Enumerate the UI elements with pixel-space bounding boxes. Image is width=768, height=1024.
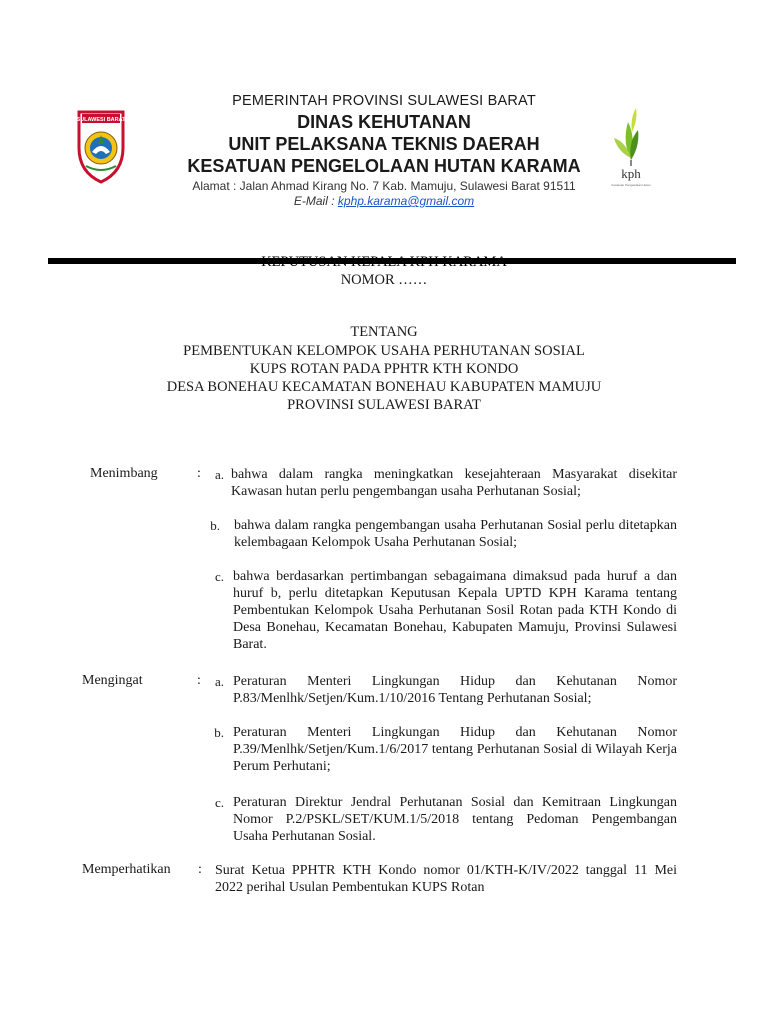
remembering-item: Peraturan Direktur Jendral Perhutanan Sosial dan Kemitraan Lingkungan Nomor P.2/PSKL/SET/KUM.1/5/2018 tentang Pedoman Pengembangan Usaha Perhutanan Sosial. (233, 795, 677, 844)
about-line: KUPS ROTAN PADA PPHTR KTH KONDO (249, 361, 519, 377)
item-marker: b. (210, 518, 220, 533)
about-heading: TENTANG (350, 324, 418, 340)
remembering-item: Peraturan Menteri Lingkungan Hidup dan Kehutanan Nomor P.39/Menlhk/Setjen/Kum.1/6/2017 tentang Perhutanan Sosial di Wilayah Kerja Perum Perhutani; (233, 725, 677, 774)
department-name: DINAS KEHUTANAN (297, 112, 471, 132)
item-marker: c. (214, 569, 224, 584)
section-label-memperhatikan: Memperhatikan (82, 862, 171, 877)
about-line: DESA BONEHAU KECAMATAN BONEHAU KABUPATEN MAMUJU (166, 379, 602, 395)
kph-name: KESATUAN PENGELOLAAN HUTAN KARAMA (187, 156, 581, 176)
emblem-text: SULAWESI BARAT (76, 117, 126, 123)
email-label: E-Mail : (293, 194, 338, 208)
item-marker: c. (214, 795, 224, 810)
considering-item: bahwa berdasarkan pertimbangan sebagaimana dimaksud pada huruf a dan huruf b, perlu ditetapkan Keputusan Kepala UPTD KPH Karama tentang Pembentukan Kelompok Usaha Perhutanan Sosil Rotan pada KTH Kondo di Desa Bonehau, Kecamatan Bonehau, Kabupaten Mamuju, Provinsi Sulawesi Barat. (233, 569, 677, 652)
remembering-item: Peraturan Menteri Lingkungan Hidup dan Kehutanan Nomor P.83/Menlhk/Setjen/Kum.1/10/2016 Tentang Perhutanan Sosial; (233, 674, 677, 706)
government-name: PEMERINTAH PROVINSI SULAWESI BARAT (232, 93, 536, 109)
noting-text: Surat Ketua PPHTR KTH Kondo nomor 01/KTH-K/IV/2022 tanggal 11 Mei 2022 perihal Usulan Pembentukan KUPS Rotan (215, 863, 677, 895)
section-colon: : (197, 673, 201, 688)
kph-logo-subtext: Kesatuan Pengelolaan Hutan (611, 183, 651, 187)
section-label-mengingat: Mengingat (82, 673, 143, 688)
unit-name: UNIT PELAKSANA TEKNIS DAERAH (228, 134, 540, 154)
about-line: PROVINSI SULAWESI BARAT (287, 397, 481, 413)
section-label-menimbang: Menimbang (90, 466, 158, 481)
considering-item: bahwa dalam rangka meningkatkan kesejahteraan Masyarakat disekitar Kawasan hutan perlu pengembangan usaha Perhutanan Sosial; (231, 467, 677, 499)
section-colon: : (197, 466, 201, 481)
item-marker: b. (214, 725, 224, 740)
letterhead-divider (48, 258, 736, 264)
considering-item: bahwa dalam rangka pengembangan usaha Perhutanan Sosial perlu ditetapkan kelembagaan Kelompok Usaha Perhutanan Sosial; (234, 518, 677, 550)
item-marker: a. (214, 674, 224, 689)
address-line: Alamat : Jalan Ahmad Kirang No. 7 Kab. Mamuju, Sulawesi Barat 91511 (192, 179, 576, 193)
decision-number: NOMOR …… (340, 272, 428, 288)
item-marker: a. (214, 467, 224, 482)
email-link[interactable]: kphp.karama@gmail.com (337, 194, 475, 208)
kph-logo-text: kph (621, 166, 641, 181)
section-colon: : (198, 862, 202, 877)
about-line: PEMBENTUKAN KELOMPOK USAHA PERHUTANAN SOSIAL (183, 343, 585, 359)
email-line (0, 194, 768, 208)
